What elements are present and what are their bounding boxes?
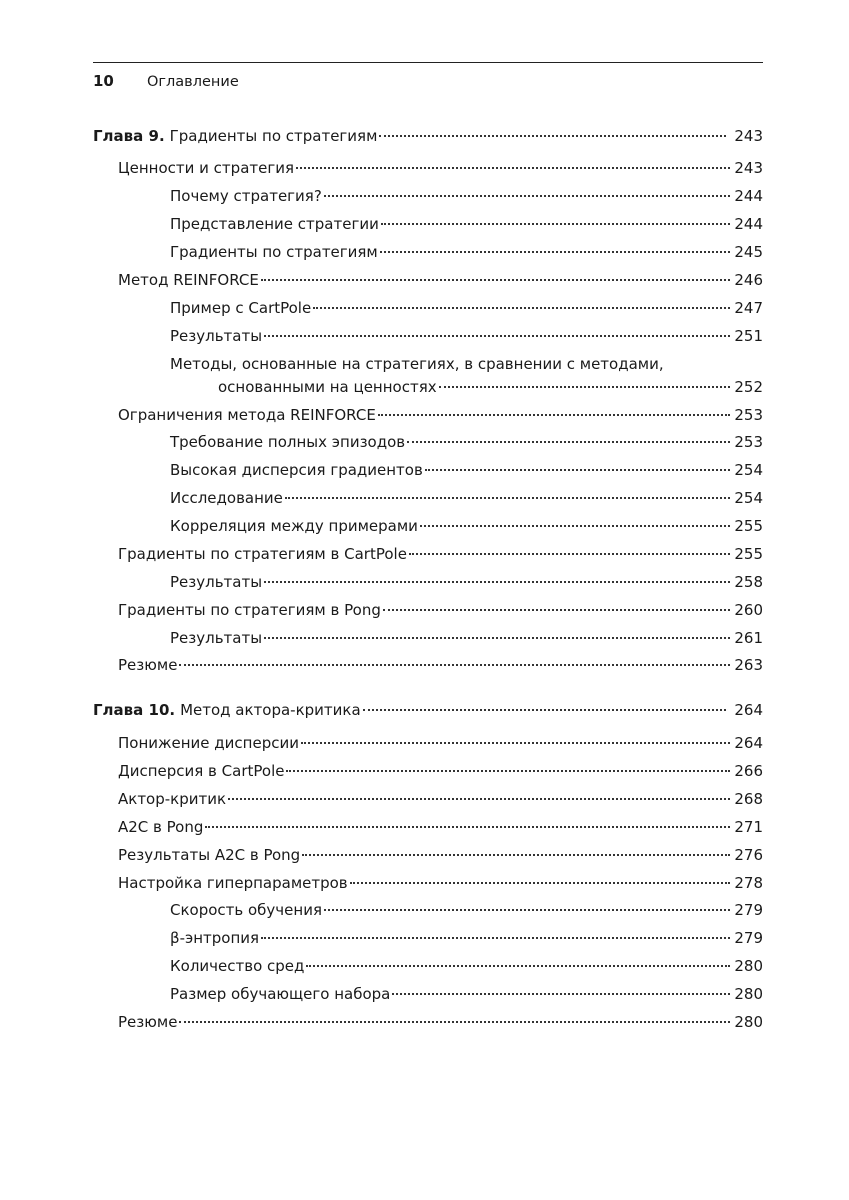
toc-entry[interactable] [93,843,763,867]
toc-entry[interactable] [93,156,763,180]
page-ref: 271 [734,818,763,836]
page-ref: 279 [734,929,763,947]
page-ref: 252 [734,378,763,396]
entry-title: Ограничения метода REINFORCE [118,406,376,424]
chapter-title: Градиенты по стратегиям [169,127,378,145]
toc-subentry-wrapped-continuation[interactable] [93,375,763,399]
entry-title: основанными на ценностях [218,378,437,396]
toc-subentry[interactable] [93,926,763,950]
dot-leader [306,961,730,967]
page-ref: 280 [734,1013,763,1031]
page-ref: 253 [734,406,763,424]
dot-leader [409,549,730,555]
dot-leader [324,905,730,911]
entry-title: Резюме [118,1013,178,1031]
toc-subentry[interactable] [93,626,763,650]
toc-subentry[interactable] [93,430,763,454]
dot-leader [285,493,730,499]
dot-leader [286,766,730,772]
entry-title: Представление стратегии [170,215,379,233]
entry-title: Ценности и стратегия [118,159,295,177]
dot-leader [420,521,730,527]
toc-subentry[interactable] [93,240,763,264]
dot-leader [228,794,730,800]
dot-leader [261,933,730,939]
toc-subentry[interactable] [93,324,763,348]
page-ref: 264 [734,734,763,752]
toc-subentry[interactable] [93,570,763,594]
chapter-title: Метод актора-критика [180,701,361,719]
dot-leader [324,191,731,197]
dot-leader [261,275,731,281]
toc-subentry-wrapped-first-line[interactable] [93,352,763,376]
chapter-label: Глава 10. [93,701,176,719]
toc-subentry[interactable] [93,982,763,1006]
dot-leader [380,247,731,253]
toc-subentry[interactable] [93,212,763,236]
toc-subentry[interactable] [93,898,763,922]
page-ref: 276 [734,846,763,864]
toc-entry[interactable] [93,403,763,427]
entry-title: Градиенты по стратегиям в CartPole [118,545,407,563]
page-ref: 266 [734,762,763,780]
entry-title: Высокая дисперсия градиентов [170,461,423,479]
dot-leader [350,878,731,884]
entry-title: Дисперсия в CartPole [118,762,285,780]
entry-title: A2C в Pong [118,818,204,836]
page-ref: 253 [734,433,763,451]
page-ref: 245 [734,243,763,261]
entry-title: Результаты [170,573,263,591]
page-ref: 247 [734,299,763,317]
entry-title: Настройка гиперпараметров [118,874,348,892]
dot-leader [301,738,730,744]
page-ref: 280 [734,985,763,1003]
page-number: 10 [93,72,114,90]
chapter-10-heading[interactable] [93,698,763,722]
entry-title: Исследование [170,489,283,507]
page-ref: 264 [734,701,763,719]
toc-entry[interactable] [93,871,763,895]
page-ref: 255 [734,517,763,535]
page-ref: 279 [734,901,763,919]
entry-title-line-1: Методы, основанные на стратегиях, в сравнении с методами, [170,355,664,373]
toc-entry[interactable] [93,1010,763,1034]
dot-leader [302,850,730,856]
dot-leader [425,465,731,471]
page-ref: 260 [734,601,763,619]
running-header [93,62,763,90]
toc-entry[interactable] [93,731,763,755]
page-ref: 243 [734,159,763,177]
entry-title: Градиенты по стратегиям в Pong [118,601,381,619]
entry-title: Понижение дисперсии [118,734,299,752]
dot-leader [205,822,730,828]
toc-entry[interactable] [93,653,763,677]
dot-leader [392,989,730,995]
dot-leader [313,303,730,309]
chapter-label: Глава 9. [93,127,165,145]
toc-subentry[interactable] [93,296,763,320]
dot-leader [179,660,730,666]
entry-title: Корреляция между примерами [170,517,418,535]
entry-title: Размер обучающего набора [170,985,391,1003]
dot-leader [381,219,731,225]
entry-title: Актор-критик [118,790,227,808]
toc-subentry[interactable] [93,954,763,978]
toc-entry[interactable] [93,268,763,292]
entry-title: Результаты [170,629,263,647]
page-ref: 258 [734,573,763,591]
dot-leader [264,633,730,639]
page-ref: 243 [734,127,763,145]
dot-leader [379,131,726,137]
toc-entry[interactable] [93,598,763,622]
running-title: Оглавление [147,74,239,90]
page-ref: 244 [734,215,763,233]
dot-leader [296,163,730,169]
toc-entry[interactable] [93,787,763,811]
dot-leader [264,331,730,337]
toc-subentry[interactable] [93,486,763,510]
page-ref: 280 [734,957,763,975]
page-ref: 254 [734,461,763,479]
entry-title: Пример с CartPole [170,299,312,317]
toc-entry[interactable] [93,542,763,566]
toc-subentry[interactable] [93,458,763,482]
page-ref: 251 [734,327,763,345]
toc-subentry[interactable] [93,514,763,538]
entry-title: Метод REINFORCE [118,271,259,289]
page-ref: 246 [734,271,763,289]
page-ref: 268 [734,790,763,808]
page-ref: 244 [734,187,763,205]
page-ref: 263 [734,656,763,674]
entry-title: Почему стратегия? [170,187,322,205]
entry-title: Требование полных эпизодов [170,433,406,451]
entry-title: Резюме [118,656,178,674]
dot-leader [264,577,730,583]
dot-leader [407,437,730,443]
dot-leader [378,410,731,416]
entry-title: Градиенты по стратегиям [170,243,378,261]
toc-subentry[interactable] [93,184,763,208]
entry-title: Результаты [170,327,263,345]
toc-entry[interactable] [93,759,763,783]
dot-leader [363,705,727,711]
dot-leader [179,1017,730,1023]
entry-title: Результаты A2C в Pong [118,846,301,864]
page-ref: 255 [734,545,763,563]
entry-title: Количество сред [170,957,305,975]
chapter-9-heading[interactable] [93,124,763,148]
entry-title: Скорость обучения [170,901,322,919]
page-ref: 278 [734,874,763,892]
page-ref: 261 [734,629,763,647]
toc-entry[interactable] [93,815,763,839]
entry-title: β-энтропия [170,929,260,947]
dot-leader [439,382,731,388]
dot-leader [383,605,731,611]
page-ref: 254 [734,489,763,507]
